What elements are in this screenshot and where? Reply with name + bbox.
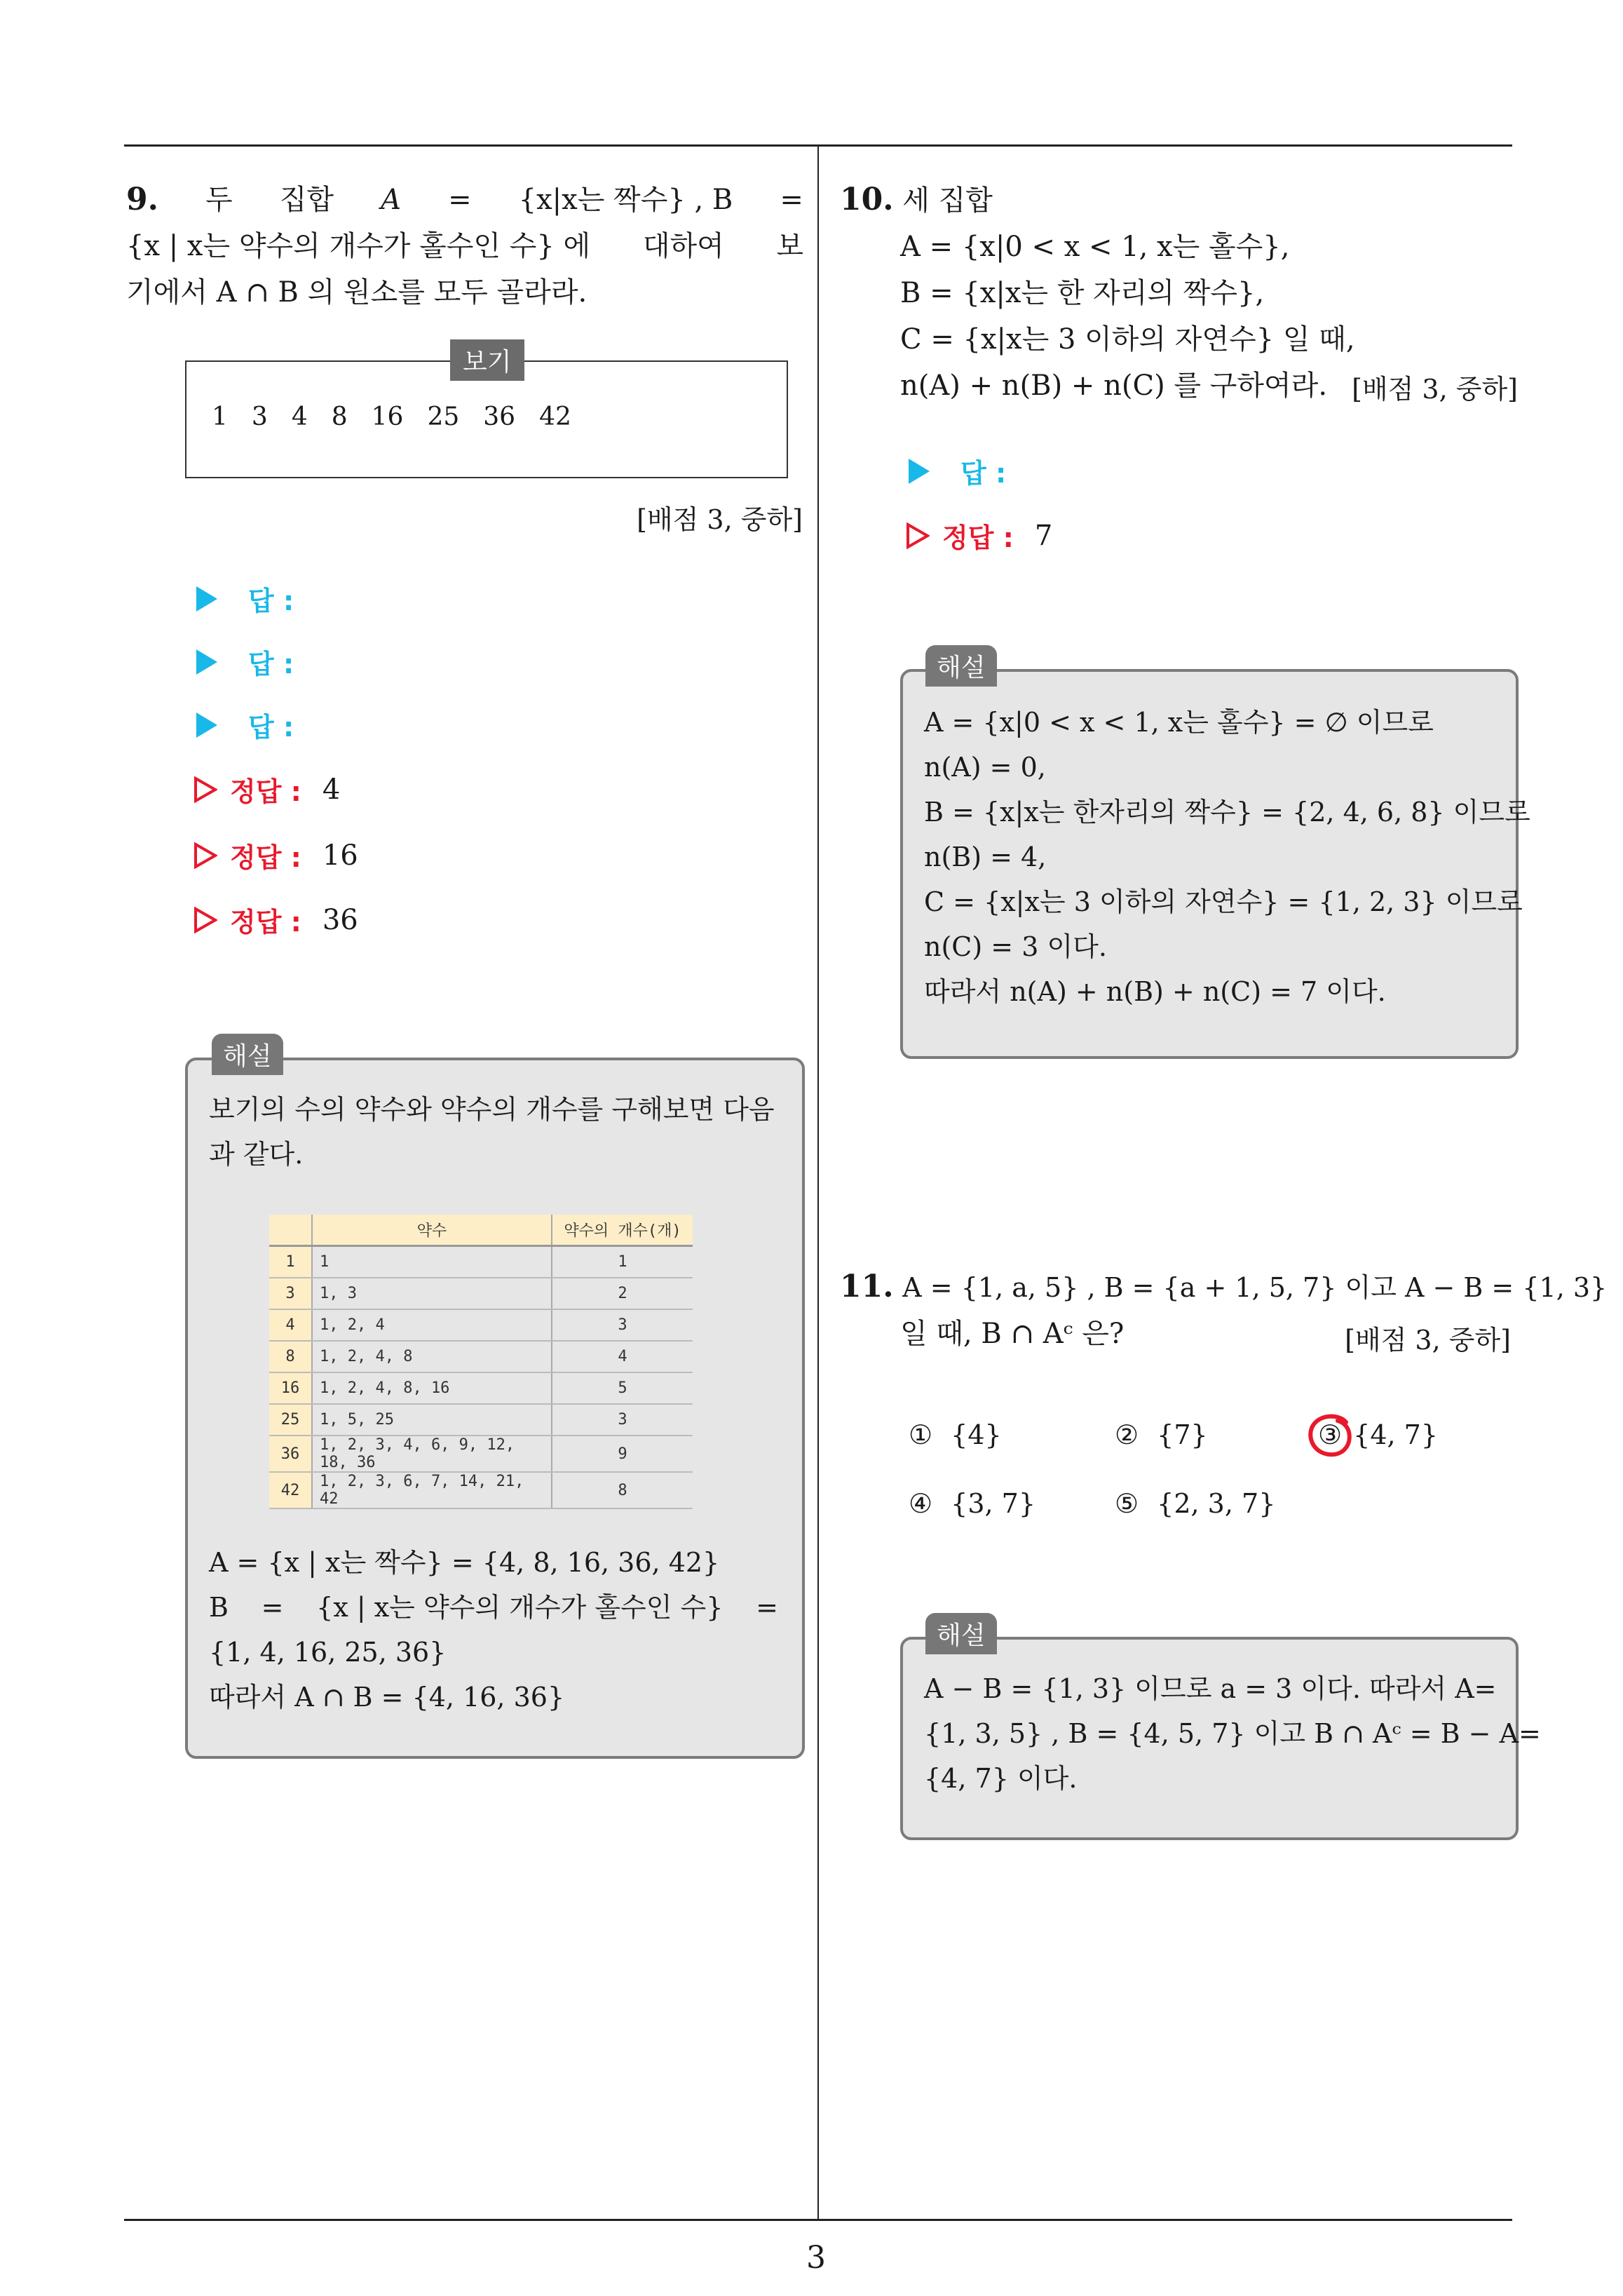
q10-line: n(A) + n(B) + n(C) 를 구하여라. — [900, 370, 1328, 402]
table-cell: 1 — [552, 1246, 693, 1278]
choice-2[interactable] — [1115, 1419, 1208, 1450]
q9-word: 두 — [205, 184, 233, 216]
choice-text: {4, 7} — [1353, 1419, 1439, 1450]
choice-1[interactable] — [909, 1419, 1002, 1450]
outline-play-icon — [193, 842, 217, 869]
table-cell: 36 — [269, 1436, 312, 1472]
correct-value: 4 — [322, 773, 341, 806]
q9-word: 집합 — [279, 184, 334, 216]
q9-word: 대하여 — [642, 230, 724, 262]
table-cell: 9 — [552, 1436, 693, 1472]
q9-answer-row — [196, 705, 294, 744]
q9-solution-math — [209, 1540, 778, 1720]
table-cell: 5 — [552, 1372, 693, 1404]
table-row — [269, 1309, 693, 1341]
table-cell: 1, 2, 4 — [312, 1309, 552, 1341]
table-cell: 1, 2, 3, 4, 6, 9, 12, 18, 36 — [312, 1436, 552, 1472]
table-cell: 16 — [269, 1372, 312, 1404]
table-cell: 8 — [552, 1472, 693, 1508]
q10-number: 10. — [840, 182, 894, 217]
outline-play-icon — [193, 776, 217, 803]
solution-line — [924, 1666, 1497, 1711]
q9-correct-row — [193, 770, 340, 809]
solution-word: {1, 3, 5} , B = {4, 5, 7} 이고 B ∩ Aᶜ = B − A — [924, 1718, 1519, 1749]
table-cell: 25 — [269, 1404, 312, 1436]
table-row — [269, 1436, 693, 1472]
column-divider — [817, 144, 819, 2220]
choice-4[interactable] — [909, 1488, 1035, 1519]
bogi-value: 8 — [331, 403, 348, 431]
table-header: 약수의 개수(개) — [552, 1215, 693, 1246]
solution-line — [924, 1756, 1489, 1801]
choice-mark: ⑤ — [1115, 1488, 1139, 1519]
q10-correct-row — [906, 516, 1052, 555]
correct-label: 정답 : — [230, 776, 301, 807]
table-cell: 3 — [269, 1278, 312, 1309]
solution-line: B = {x|x는 한자리의 짝수} = {2, 4, 6, 8} 이므로 — [924, 797, 1530, 828]
solution-line: 따라서 A ∩ B = {4, 16, 36} — [209, 1682, 565, 1713]
q9-word: = — [448, 184, 472, 216]
table-row — [269, 1246, 693, 1278]
solution-line: n(C) = 3 이다. — [924, 931, 1107, 962]
table-cell: 1, 3 — [312, 1278, 552, 1309]
solution-line — [209, 1585, 778, 1630]
q9-solution-tag: 해설 — [212, 1034, 283, 1075]
q9-answer-row — [196, 642, 294, 681]
table-cell: 8 — [269, 1341, 312, 1372]
play-icon — [909, 459, 930, 484]
table-cell: 1, 5, 25 — [312, 1404, 552, 1436]
table-header — [269, 1215, 312, 1246]
q11-number: 11. — [840, 1269, 894, 1304]
q9-word: = — [780, 184, 803, 216]
q11-text: A = {1, a, 5} , B = {a + 1, 5, 7} 이고 A − B = {1, 3} — [902, 1272, 1608, 1303]
table-header-row — [269, 1215, 693, 1246]
q9-word: A — [381, 184, 401, 216]
q9-line-2 — [126, 223, 803, 269]
divisor-table — [269, 1215, 693, 1509]
choice-mark: ① — [909, 1419, 933, 1450]
q9-word: 보 — [776, 230, 803, 262]
table-cell: 4 — [269, 1309, 312, 1341]
solution-word: B — [209, 1592, 229, 1623]
table-cell: 2 — [552, 1278, 693, 1309]
choice-text: {3, 7} — [951, 1488, 1036, 1519]
solution-line: n(B) = 4, — [924, 842, 1047, 872]
q10-line: C = {x|x는 3 이하의 자연수} 일 때, — [900, 323, 1355, 356]
solution-word: = — [261, 1592, 284, 1623]
q9-word: {x|x는 짝수} , B — [518, 184, 733, 216]
solution-word: {x | x는 약수의 개수가 홀수인 수} — [316, 1592, 724, 1623]
correct-value: 36 — [322, 903, 358, 936]
outline-play-icon — [193, 907, 217, 933]
answer-label: 답 : — [248, 649, 294, 680]
q9-number: 9. — [126, 182, 158, 217]
bottom-rule — [124, 2219, 1512, 2221]
correct-value: 16 — [322, 839, 358, 872]
answer-label: 답 : — [960, 458, 1007, 489]
table-cell: 1, 2, 3, 6, 7, 14, 21, 42 — [312, 1472, 552, 1508]
table-row — [269, 1278, 693, 1309]
q10-points: [배점 3, 중하] — [1352, 374, 1518, 405]
outline-play-icon — [906, 522, 930, 549]
bogi-title: 보기 — [450, 339, 524, 381]
q10-title: 세 집합 — [902, 184, 993, 217]
table-cell: 42 — [269, 1472, 312, 1508]
q11-solution-tag: 해설 — [925, 1613, 997, 1654]
bogi-value: 1 — [212, 403, 228, 431]
solution-word: = — [1474, 1673, 1497, 1704]
table-cell: 4 — [552, 1341, 693, 1372]
choice-text: {4} — [951, 1419, 1002, 1450]
choice-mark: ② — [1115, 1419, 1139, 1450]
table-cell: 1 — [312, 1246, 552, 1278]
q10-answer-row — [909, 452, 1006, 490]
q9-correct-row — [193, 900, 358, 939]
choice-mark: ④ — [909, 1488, 933, 1519]
solution-line: A = {x | x는 짝수} = {4, 8, 16, 36, 42} — [209, 1547, 720, 1578]
bogi-value: 25 — [427, 403, 460, 431]
q9-correct-row — [193, 836, 358, 874]
q10-line: A = {x|0 < x < 1, x는 홀수}, — [900, 231, 1290, 263]
solution-word: = — [756, 1592, 778, 1623]
choice-text: {2, 3, 7} — [1157, 1488, 1276, 1519]
bogi-value: 4 — [291, 403, 308, 431]
solution-word: = — [1519, 1718, 1541, 1749]
q10-solution-text — [924, 700, 1530, 1014]
correct-label: 정답 : — [942, 522, 1014, 553]
answer-label: 답 : — [248, 586, 294, 616]
correct-label: 정답 : — [230, 842, 301, 873]
bogi-values — [212, 403, 571, 431]
bogi-value: 36 — [483, 403, 516, 431]
answer-label: 답 : — [248, 712, 294, 743]
table-header: 약수 — [312, 1215, 552, 1246]
page-number: 3 — [806, 2240, 826, 2276]
bogi-value: 16 — [371, 403, 404, 431]
solution-word: A − B = {1, 3} 이므로 a = 3 이다. 따라서 A — [924, 1673, 1474, 1704]
solution-line: C = {x|x는 3 이하의 자연수} = {1, 2, 3} 이므로 — [924, 886, 1523, 917]
red-circle-mark-icon — [1304, 1410, 1357, 1463]
play-icon — [196, 713, 217, 738]
choice-5[interactable] — [1115, 1488, 1275, 1519]
table-row — [269, 1372, 693, 1404]
solution-line: 따라서 n(A) + n(B) + n(C) = 7 이다. — [924, 976, 1386, 1007]
play-icon — [196, 649, 217, 675]
solution-word: {4, 7} 이다. — [924, 1763, 1078, 1794]
q9-answer-row — [196, 579, 294, 618]
q10-line-title — [840, 177, 1513, 224]
table-row — [269, 1341, 693, 1372]
solution-line: 과 같다. — [209, 1139, 304, 1170]
choice-mark: ③ — [1318, 1419, 1343, 1450]
solution-line — [924, 1711, 1541, 1756]
correct-value: 7 — [1034, 519, 1053, 552]
table-row — [269, 1404, 693, 1436]
bogi-value: 3 — [251, 403, 268, 431]
q11-line-2: 일 때, B ∩ Aᶜ 은? — [900, 1318, 1125, 1350]
solution-line: n(A) = 0, — [924, 752, 1046, 783]
table-cell: 1, 2, 4, 8, 16 — [312, 1372, 552, 1404]
q11-solution-text — [924, 1666, 1541, 1801]
table-cell: 3 — [552, 1309, 693, 1341]
bogi-value: 42 — [539, 403, 571, 431]
q9-word: {x | x는 약수의 개수가 홀수인 수} 에 — [126, 230, 591, 262]
choice-text: {7} — [1157, 1419, 1208, 1450]
q9-solution-intro — [209, 1087, 775, 1177]
table-cell: 1, 2, 4, 8 — [312, 1341, 552, 1372]
q9-line-3: 기에서 A ∩ B 의 원소를 모두 골라라. — [126, 276, 588, 309]
table-row — [269, 1472, 693, 1508]
play-icon — [196, 586, 217, 612]
q9-line-1 — [126, 177, 803, 223]
table-cell: 1 — [269, 1246, 312, 1278]
solution-line: {1, 4, 16, 25, 36} — [209, 1637, 447, 1668]
q10-line: B = {x|x는 한 자리의 짝수}, — [900, 277, 1265, 309]
q10-solution-tag: 해설 — [925, 645, 997, 687]
q11-points: [배점 3, 중하] — [1345, 1325, 1511, 1356]
table-cell: 3 — [552, 1404, 693, 1436]
solution-line: 보기의 수의 약수와 약수의 개수를 구해보면 다음 — [209, 1094, 775, 1125]
correct-label: 정답 : — [230, 907, 301, 938]
solution-line: A = {x|0 < x < 1, x는 홀수} = ∅ 이므로 — [924, 707, 1434, 738]
q11-line-1 — [840, 1264, 1608, 1311]
q9-points: [배점 3, 중하] — [637, 504, 803, 535]
